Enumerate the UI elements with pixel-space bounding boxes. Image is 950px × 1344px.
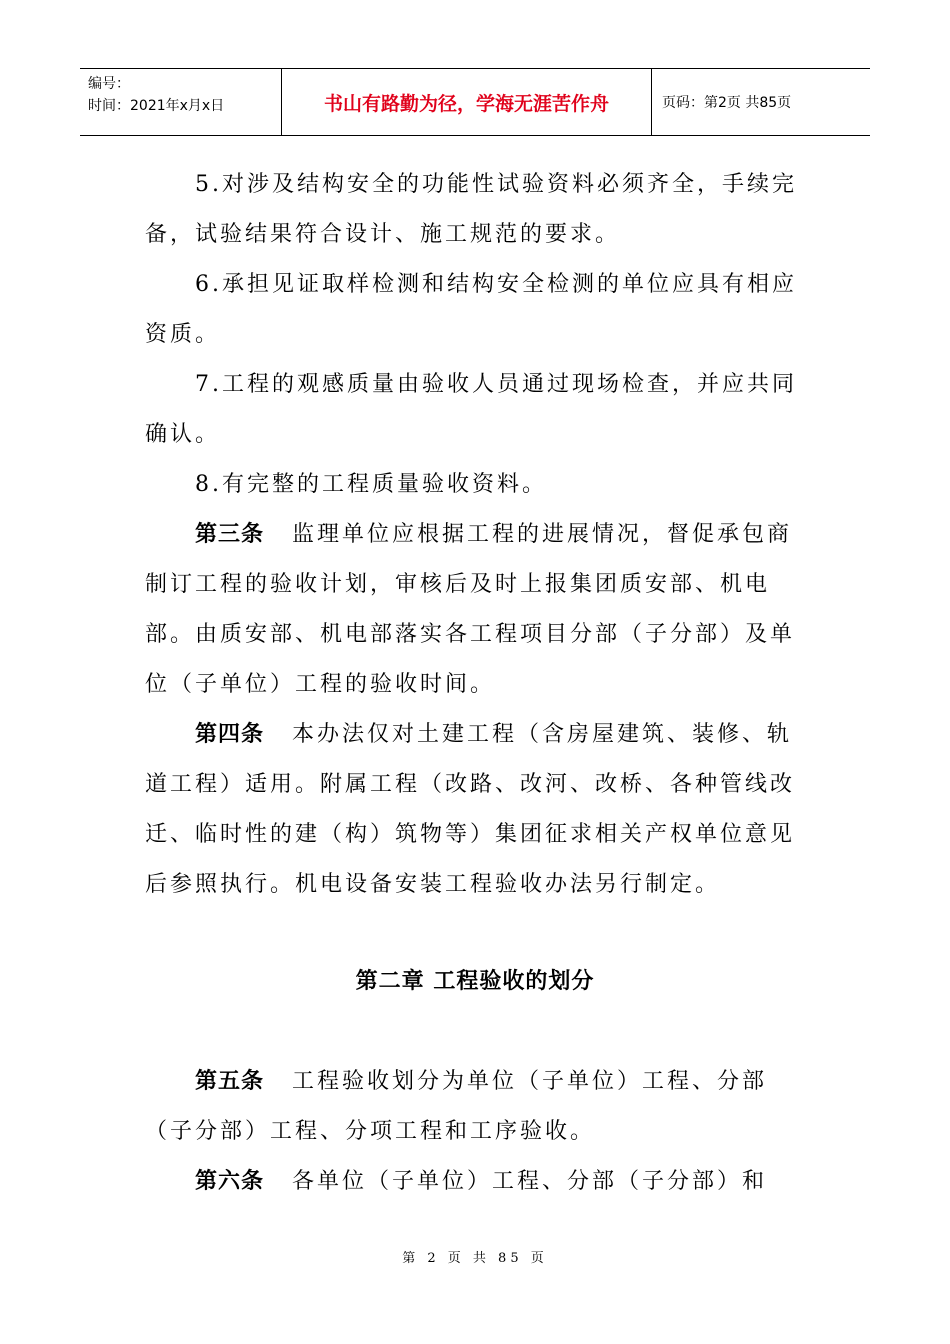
page-header [80, 68, 870, 136]
document-body-bottom [145, 1057, 807, 1207]
list-item: 6.承担见证取样检测和结构安全检测的单位应具有相应资质。 [145, 272, 797, 347]
header-meta [80, 69, 282, 135]
article-label: 第五条 [195, 1069, 265, 1094]
header-motto: 书山有路勤为径，学海无涯苦作舟 [282, 69, 652, 135]
list-item: 7.工程的观感质量由验收人员通过现场检查，并应共同确认。 [145, 372, 797, 447]
article-text: 工程验收划分为单位（子单位）工程、分部（子分部）工程、分项工程和工序验收。 [145, 1069, 768, 1144]
number-label: 编号： [88, 76, 130, 92]
chapter-title: 第二章 工程验收的划分 [355, 969, 595, 994]
list-item: 8.有完整的工程质量验收资料。 [195, 472, 547, 497]
time-label: 时间：2021年x月x日 [88, 98, 225, 114]
article-text: 本办法仅对土建工程（含房屋建筑、装修、轨道工程）适用。附属工程（改路、改河、改桥、各种管线改迁、临时性的建（构）筑物等）集团征求相关产权单位意见后参照执行。机电设备安装工程验收办法另行制定。 [145, 722, 796, 897]
document-body-top [145, 160, 807, 910]
header-page-info: 页码：第2页 共85页 [662, 95, 792, 111]
list-item: 5.对涉及结构安全的功能性试验资料必须齐全，手续完备，试验结果符合设计、施工规范的要求。 [145, 172, 797, 247]
article-paragraph [145, 1057, 807, 1157]
article-paragraph [145, 710, 807, 910]
article-label: 第四条 [195, 722, 265, 747]
article-text: 各单位（子单位）工程、分部（子分部）和 [292, 1169, 768, 1194]
article-paragraph [145, 1157, 807, 1207]
article-label: 第三条 [195, 522, 265, 547]
article-label: 第六条 [195, 1169, 265, 1194]
page-footer: 第 2 页 共 85 页 [402, 1251, 548, 1266]
article-paragraph [145, 510, 807, 710]
article-text: 监理单位应根据工程的进展情况，督促承包商制订工程的验收计划，审核后及时上报集团质安部、机电部。由质安部、机电部落实各工程项目分部（子分部）及单位（子单位）工程的验收时间。 [145, 522, 796, 697]
